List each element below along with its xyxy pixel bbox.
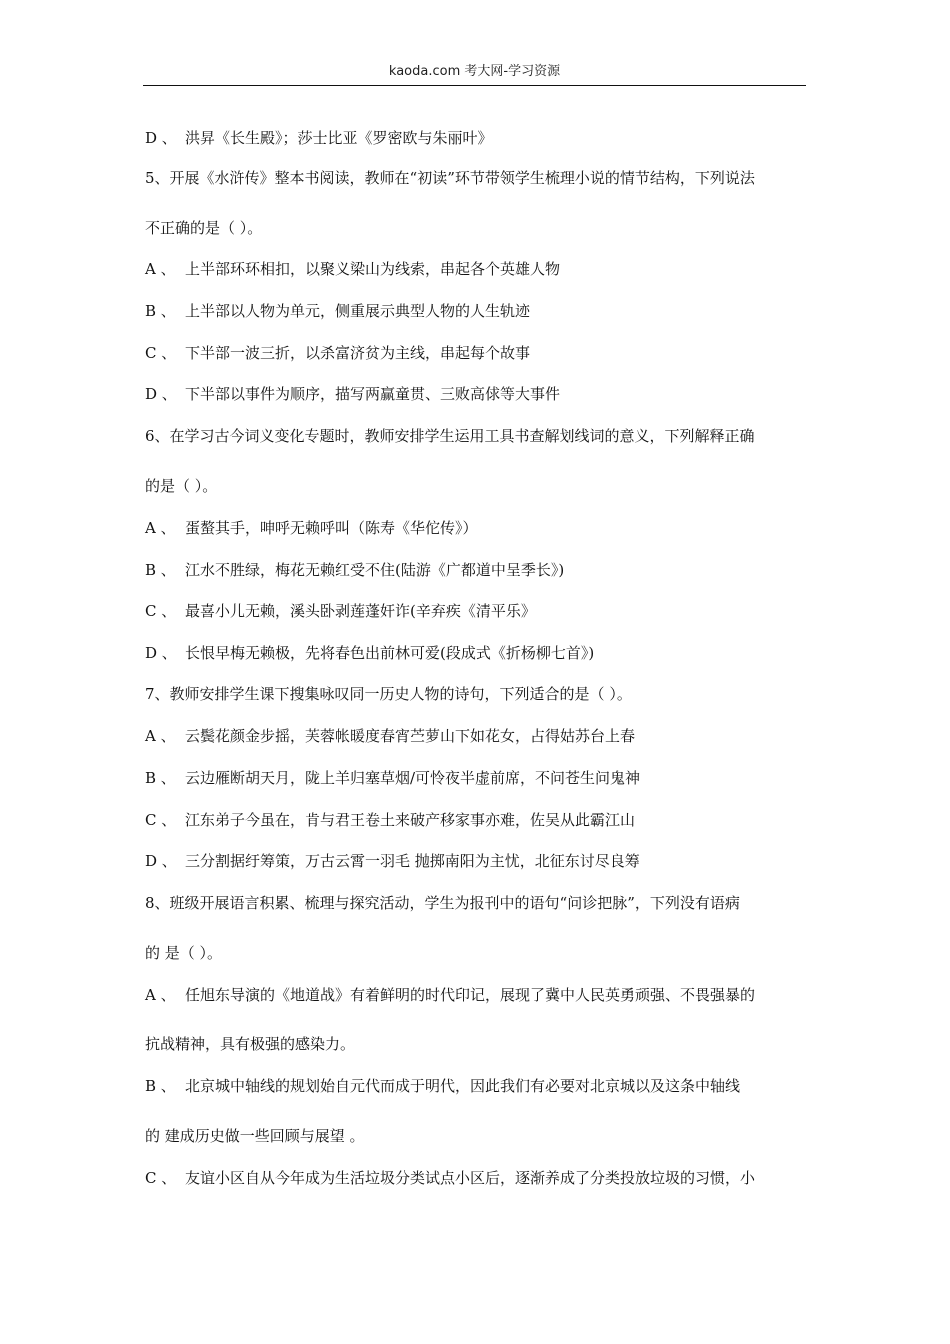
option-line (145, 726, 635, 746)
option-letter: A 、 (145, 260, 176, 278)
line-text: 的 建成历史做一些回顾与展望 。 (145, 1127, 365, 1145)
option-line (145, 128, 493, 148)
text-line (145, 1034, 355, 1054)
line-text: 长恨早梅无赖极，先将春色出前林可爱(段成式《折杨柳七首》) (185, 644, 595, 662)
option-line (145, 1168, 755, 1188)
option-letter: D 、 (145, 644, 177, 662)
text-line (145, 218, 262, 238)
option-line (145, 518, 478, 538)
option-letter: C 、 (145, 811, 177, 829)
line-text: 任旭东导演的《地道战》有着鲜明的时代印记，展现了冀中人民英勇顽强、不畏强暴的 (185, 986, 756, 1004)
line-text: 云边雁断胡天月，陇上羊归塞草烟/可怜夜半虚前席，不问苍生问鬼神 (185, 769, 641, 787)
line-text: 蛋螯其手，呻呼无赖呼叫（陈寿《华佗传》） (185, 519, 478, 537)
option-letter: C 、 (145, 344, 177, 362)
line-text: 云鬓花颜金步摇，芙蓉帐暖度春宵苎萝山下如花女，占得姑苏台上春 (185, 727, 636, 745)
option-line (145, 259, 560, 279)
text-line (145, 684, 632, 704)
option-line (145, 601, 536, 621)
line-text: 的 是（ ）。 (145, 944, 223, 962)
line-text: 7、教师安排学生课下搜集咏叹同一历史人物的诗句，下列适合的是（ ）。 (145, 685, 632, 703)
line-text: 5、开展《水浒传》整本书阅读，教师在“初读”环节带领学生梳理小说的情节结构，下列说法 (145, 169, 755, 187)
line-text: 友谊小区自从今年成为生活垃圾分类试点小区后，逐渐养成了分类投放垃圾的习惯，小 (185, 1169, 756, 1187)
line-text: 最喜小儿无赖，溪头卧剥莲蓬奸诈(辛弃疾《清平乐》 (185, 602, 536, 620)
option-letter: C 、 (145, 1169, 177, 1187)
option-line (145, 343, 530, 363)
line-text: 江东弟子今虽在，肯与君王卷土来破产移家事亦难，佐吴从此霸江山 (185, 811, 636, 829)
line-text: 北京城中轴线的规划始自元代而成于明代，因此我们有必要对北京城以及这条中轴线 (185, 1077, 741, 1095)
text-line (145, 893, 740, 913)
text-line (145, 476, 217, 496)
line-text: 上半部以人物为单元，侧重展示典型人物的人生轨迹 (185, 302, 531, 320)
line-text: 的是（ ）。 (145, 477, 218, 495)
line-text: 三分割据纡筹策，万古云霄一羽毛 抛掷南阳为主忧，北征东讨尽良筹 (185, 852, 640, 870)
option-line (145, 985, 755, 1005)
header-divider (143, 85, 806, 86)
option-line (145, 810, 635, 830)
line-text: 不正确的是（ ）。 (145, 219, 263, 237)
option-letter: A 、 (145, 727, 176, 745)
option-letter: A 、 (145, 519, 176, 537)
line-text: 江水不胜绿，梅花无赖红受不住(陆游《广都道中呈季长》) (185, 561, 565, 579)
text-line (145, 1126, 365, 1146)
text-line (145, 168, 755, 188)
option-line (145, 768, 640, 788)
option-letter: B 、 (145, 769, 176, 787)
option-line (145, 643, 594, 663)
option-line (145, 851, 640, 871)
option-letter: B 、 (145, 561, 176, 579)
text-line (145, 426, 755, 446)
line-text: 下半部以事件为顺序，描写两赢童贯、三败高俅等大事件 (185, 385, 561, 403)
option-letter: B 、 (145, 302, 176, 320)
option-line (145, 384, 560, 404)
option-line (145, 301, 530, 321)
page-header: kaoda.com 考大网-学习资源 (388, 64, 561, 79)
option-letter: A 、 (145, 986, 176, 1004)
line-text: 8、班级开展语言积累、梳理与探究活动，学生为报刊中的语句“问诊把脉”，下列没有语病 (145, 894, 740, 912)
option-letter: D 、 (145, 129, 177, 147)
option-line (145, 1076, 740, 1096)
line-text: 洪昇《长生殿》；莎士比亚《罗密欧与朱丽叶》 (185, 129, 493, 147)
option-letter: C 、 (145, 602, 177, 620)
option-line (145, 560, 564, 580)
line-text: 上半部环环相扣，以聚义梁山为线索，串起各个英雄人物 (185, 260, 561, 278)
option-letter: D 、 (145, 852, 177, 870)
text-line (145, 943, 222, 963)
line-text: 下半部一波三折，以杀富济贫为主线，串起每个故事 (185, 344, 531, 362)
line-text: 6、在学习古今词义变化专题时，教师安排学生运用工具书查解划线词的意义，下列解释正确 (145, 427, 755, 445)
option-letter: D 、 (145, 385, 177, 403)
line-text: 抗战精神，具有极强的感染力。 (145, 1035, 356, 1053)
option-letter: B 、 (145, 1077, 176, 1095)
